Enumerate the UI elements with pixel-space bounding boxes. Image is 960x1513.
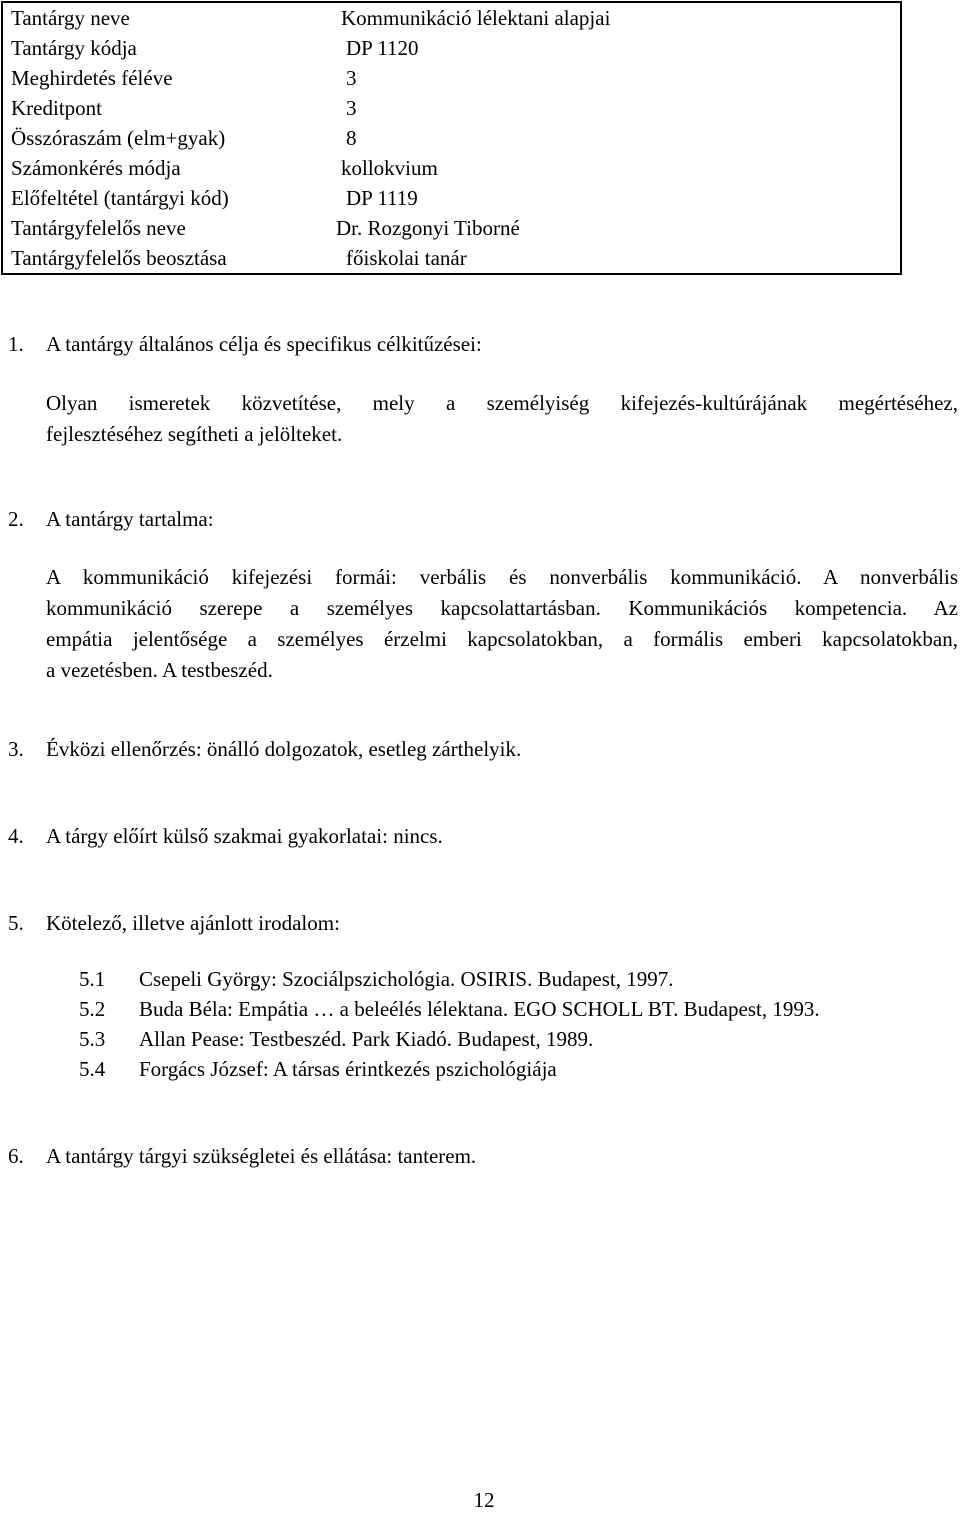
section-3-heading [8,737,521,762]
section-title: A tantárgy általános célja és specifikus célkitűzései: [46,332,482,356]
section-5-heading [8,911,340,936]
section-title: Kötelező, illetve ajánlott irodalom: [46,911,340,935]
section-number: 4. [8,824,24,848]
reference-text: Buda Béla: Empátia … a beleélés lélektana. EGO SCHOLL BT. Budapest, 1993. [139,997,820,1021]
paragraph-line: kommunikáció szerepe a személyes kapcsolattartásban. Kommunikációs kompetencia. Az [46,596,958,620]
row-value: kollokvium [341,156,438,180]
row-value: 3 [346,96,357,120]
table-row [2,93,901,123]
table-row [2,183,901,213]
section-number: 6. [8,1144,24,1168]
paragraph-line: empátia jelentősége a személyes érzelmi kapcsolatokban, a formális emberi kapcsolatokban, [46,627,958,651]
section-2-heading [8,507,214,532]
section-2-paragraph [46,562,958,686]
row-label: Tantárgyfelelős beosztása [11,246,227,270]
reference-number: 5.1 [79,967,106,991]
table-row [2,33,901,63]
reference-text: Allan Pease: Testbeszéd. Park Kiadó. Budapest, 1989. [139,1027,594,1051]
section-1-paragraph [46,388,958,450]
row-value: DP 1119 [346,186,418,210]
reference-item [79,1027,593,1052]
reference-number: 5.2 [79,997,106,1021]
paragraph-line: a vezetésben. A testbeszéd. [46,658,273,682]
section-1-heading [8,332,482,357]
reference-item [79,997,820,1022]
section-number: 2. [8,507,24,531]
table-row [2,243,901,274]
row-label: Tantárgy kódja [11,36,137,60]
row-value: Kommunikáció lélektani alapjai [341,6,611,30]
row-value: DP 1120 [346,36,419,60]
reference-text: Csepeli György: Szociálpszichológia. OSIRIS. Budapest, 1997. [139,967,674,991]
row-label: Tantárgy neve [11,6,130,30]
row-label: Számonkérés módja [11,156,181,180]
table-row [2,213,901,243]
section-4-heading [8,824,443,849]
row-label: Előfeltétel (tantárgyi kód) [11,186,229,210]
reference-text: Forgács József: A társas érintkezés pszichológiája [139,1057,557,1081]
paragraph-line: fejlesztéséhez segítheti a jelölteket. [46,422,343,446]
page-number: 12 [473,1488,495,1512]
section-title: A tárgy előírt külső szakmai gyakorlatai: nincs. [46,824,443,848]
paragraph-line: A kommunikáció kifejezési formái: verbális és nonverbális kommunikáció. A nonverbális [46,565,958,589]
row-label: Összóraszám (elm+gyak) [11,126,226,150]
section-number: 1. [8,332,24,356]
table-row [2,2,901,33]
section-number: 5. [8,911,24,935]
table-row [2,123,901,153]
section-title: Évközi ellenőrzés: önálló dolgozatok, esetleg zárthelyik. [46,737,522,761]
section-6-heading [8,1144,476,1169]
row-label: Tantárgyfelelős neve [11,216,186,240]
row-value: Dr. Rozgonyi Tiborné [336,216,520,240]
reference-item [79,1057,557,1082]
section-number: 3. [8,737,24,761]
section-title: A tantárgy tartalma: [46,507,214,531]
row-value: 8 [346,126,357,150]
course-info-table [1,1,902,275]
row-value: 3 [346,66,357,90]
reference-number: 5.3 [79,1027,106,1051]
row-label: Kreditpont [11,96,102,120]
reference-number: 5.4 [79,1057,106,1081]
reference-item [79,967,673,992]
table-row [2,63,901,93]
row-label: Meghirdetés féléve [11,66,173,90]
section-title: A tantárgy tárgyi szükségletei és ellátása: tanterem. [46,1144,477,1168]
row-value: főiskolai tanár [346,246,467,270]
paragraph-line: Olyan ismeretek közvetítése, mely a személyiség kifejezés-kultúrájának megértéséhez, [46,391,958,415]
table-row [2,153,901,183]
